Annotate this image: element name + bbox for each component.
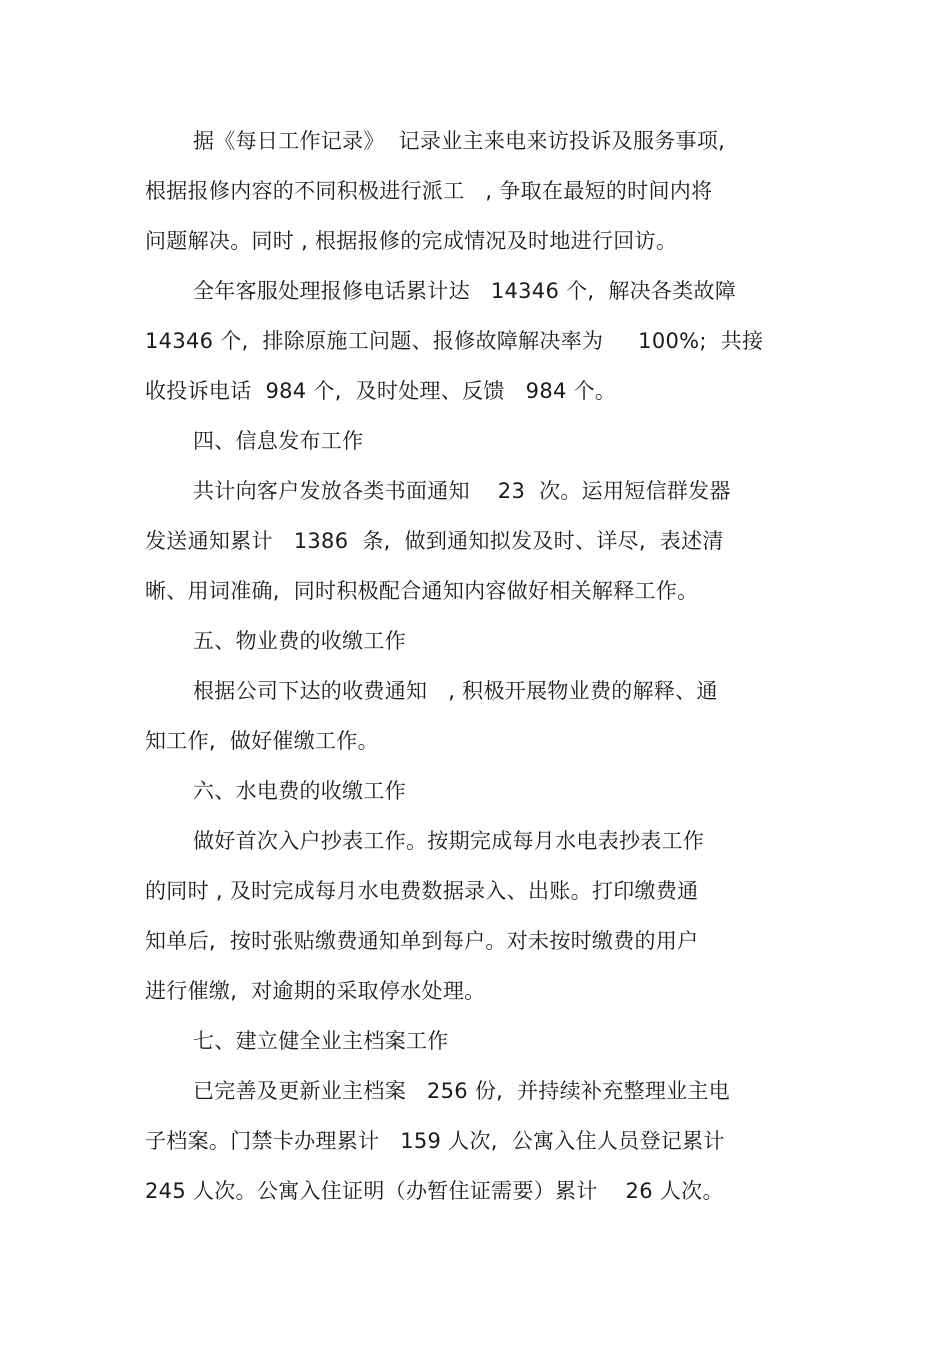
paragraph-line: 晰、用词准确, 同时积极配合通知内容做好相关解释工作。	[145, 579, 699, 603]
paragraph-line: 共计向客户发放各类书面通知 23 次。运用短信群发器	[193, 479, 731, 503]
section-heading: 七、建立健全业主档案工作	[193, 1029, 449, 1053]
paragraph-line: 知工作, 做好催缴工作。	[145, 729, 379, 753]
paragraph-line: 进行催缴, 对逾期的采取停水处理。	[145, 979, 486, 1003]
paragraph-line: 根据报修内容的不同积极进行派工 , 争取在最短的时间内将	[145, 179, 713, 203]
section-heading: 五、物业费的收缴工作	[193, 629, 406, 653]
paragraph-line: 收投诉电话 984 个, 及时处理、反馈 984 个。	[145, 379, 617, 403]
paragraph-line: 发送通知累计 1386 条, 做到通知拟发及时、详尽, 表述清	[145, 529, 724, 553]
section-heading: 六、水电费的收缴工作	[193, 779, 406, 803]
section-heading: 四、信息发布工作	[193, 429, 364, 453]
paragraph-line: 做好首次入户抄表工作。按期完成每月水电表抄表工作	[193, 829, 705, 853]
paragraph-line: 全年客服处理报修电话累计达 14346 个, 解决各类故障	[193, 279, 737, 303]
paragraph-line: 子档案。门禁卡办理累计 159 人次, 公寓入住人员登记累计	[145, 1129, 725, 1153]
paragraph-line: 14346 个, 排除原施工问题、报修故障解决率为 100%; 共接	[145, 329, 764, 353]
paragraph-line: 245 人次。公寓入住证明（办暂住证需要）累计 26 人次。	[145, 1179, 724, 1203]
paragraph-line: 的同时 , 及时完成每月水电费数据录入、出账。打印缴费通	[145, 879, 699, 903]
paragraph-line: 已完善及更新业主档案 256 份, 并持续补充整理业主电	[193, 1079, 731, 1103]
paragraph-line: 根据公司下达的收费通知 , 积极开展物业费的解释、通	[193, 679, 718, 703]
paragraph-line: 据《每日工作记录》 记录业主来电来访投诉及服务事项,	[193, 129, 726, 153]
paragraph-line: 知单后, 按时张贴缴费通知单到每户。对未按时缴费的用户	[145, 929, 699, 953]
paragraph-line: 问题解决。同时 , 根据报修的完成情况及时地进行回访。	[145, 229, 678, 253]
